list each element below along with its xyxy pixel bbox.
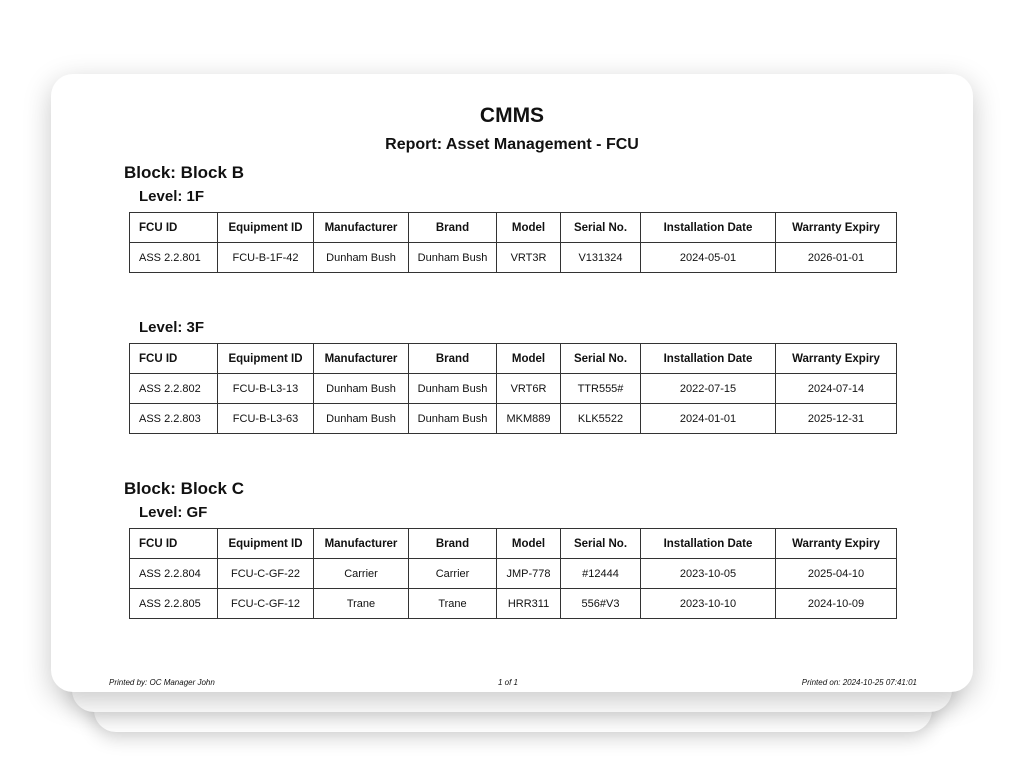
- column-header: Brand: [409, 344, 497, 374]
- table-cell: 2023-10-05: [641, 559, 776, 589]
- column-header: Installation Date: [641, 529, 776, 559]
- asset-table: [129, 528, 897, 619]
- table-cell: 2026-01-01: [776, 243, 897, 273]
- report-title: CMMS: [479, 104, 545, 127]
- table-cell: FCU-C-GF-22: [218, 559, 314, 589]
- table-cell: FCU-B-1F-42: [218, 243, 314, 273]
- table-cell: Carrier: [409, 559, 497, 589]
- table-cell: VRT6R: [497, 374, 561, 404]
- table-header-row: [130, 344, 897, 374]
- column-header: Manufacturer: [314, 344, 409, 374]
- asset-table: [129, 212, 897, 273]
- block-heading: Block: Block B: [124, 163, 244, 182]
- table-cell: JMP-778: [497, 559, 561, 589]
- table-row: [130, 559, 897, 589]
- column-header: Manufacturer: [314, 529, 409, 559]
- table-header-row: [130, 529, 897, 559]
- column-header: Equipment ID: [218, 213, 314, 243]
- table-cell: 2022-07-15: [641, 374, 776, 404]
- column-header: Model: [497, 213, 561, 243]
- table-row: [130, 374, 897, 404]
- column-header: Installation Date: [641, 344, 776, 374]
- level-heading: Level: GF: [139, 504, 208, 521]
- table-cell: 2023-10-10: [641, 589, 776, 619]
- table-cell: HRR311: [497, 589, 561, 619]
- table-cell: Carrier: [314, 559, 409, 589]
- column-header: Manufacturer: [314, 213, 409, 243]
- block-heading: Block: Block C: [124, 479, 244, 498]
- table-cell: VRT3R: [497, 243, 561, 273]
- table-cell: #12444: [561, 559, 641, 589]
- table-cell: KLK5522: [561, 404, 641, 434]
- table-cell: V131324: [561, 243, 641, 273]
- table-row: [130, 589, 897, 619]
- table-cell: ASS 2.2.802: [130, 374, 218, 404]
- table-cell: 2024-05-01: [641, 243, 776, 273]
- column-header: Brand: [409, 529, 497, 559]
- column-header: Model: [497, 529, 561, 559]
- table-cell: 2024-07-14: [776, 374, 897, 404]
- level-heading: Level: 1F: [139, 188, 205, 205]
- table-cell: MKM889: [497, 404, 561, 434]
- column-header: Brand: [409, 213, 497, 243]
- column-header: Equipment ID: [218, 344, 314, 374]
- table-cell: 2024-01-01: [641, 404, 776, 434]
- table-cell: Dunham Bush: [409, 374, 497, 404]
- table-cell: 2025-04-10: [776, 559, 897, 589]
- table-row: [130, 404, 897, 434]
- page-number: 1 of 1: [497, 678, 518, 687]
- table-cell: Dunham Bush: [314, 404, 409, 434]
- column-header: Serial No.: [561, 213, 641, 243]
- report-subtitle: Report: Asset Management - FCU: [385, 136, 639, 153]
- column-header: Warranty Expiry: [776, 344, 897, 374]
- table-cell: Dunham Bush: [409, 404, 497, 434]
- table-cell: FCU-C-GF-12: [218, 589, 314, 619]
- column-header: Model: [497, 344, 561, 374]
- table-cell: FCU-B-L3-13: [218, 374, 314, 404]
- printed-by-label: Printed by: OC Manager John: [109, 678, 215, 687]
- table-cell: TTR555#: [561, 374, 641, 404]
- table-row: [130, 243, 897, 273]
- table-cell: FCU-B-L3-63: [218, 404, 314, 434]
- column-header: FCU ID: [130, 529, 218, 559]
- table-cell: Dunham Bush: [409, 243, 497, 273]
- table-cell: Trane: [409, 589, 497, 619]
- table-cell: 2024-10-09: [776, 589, 897, 619]
- table-cell: ASS 2.2.804: [130, 559, 218, 589]
- column-header: Serial No.: [561, 344, 641, 374]
- table-header-row: [130, 213, 897, 243]
- printed-on-label: Printed on: 2024-10-25 07:41:01: [801, 678, 917, 687]
- asset-table: [129, 343, 897, 434]
- table-cell: Dunham Bush: [314, 374, 409, 404]
- column-header: Warranty Expiry: [776, 213, 897, 243]
- table-cell: 2025-12-31: [776, 404, 897, 434]
- column-header: Installation Date: [641, 213, 776, 243]
- table-cell: ASS 2.2.801: [130, 243, 218, 273]
- column-header: Equipment ID: [218, 529, 314, 559]
- table-cell: ASS 2.2.805: [130, 589, 218, 619]
- level-heading: Level: 3F: [139, 319, 205, 336]
- table-cell: Trane: [314, 589, 409, 619]
- table-cell: Dunham Bush: [314, 243, 409, 273]
- column-header: FCU ID: [130, 213, 218, 243]
- column-header: Serial No.: [561, 529, 641, 559]
- column-header: Warranty Expiry: [776, 529, 897, 559]
- column-header: FCU ID: [130, 344, 218, 374]
- table-cell: ASS 2.2.803: [130, 404, 218, 434]
- table-cell: 556#V3: [561, 589, 641, 619]
